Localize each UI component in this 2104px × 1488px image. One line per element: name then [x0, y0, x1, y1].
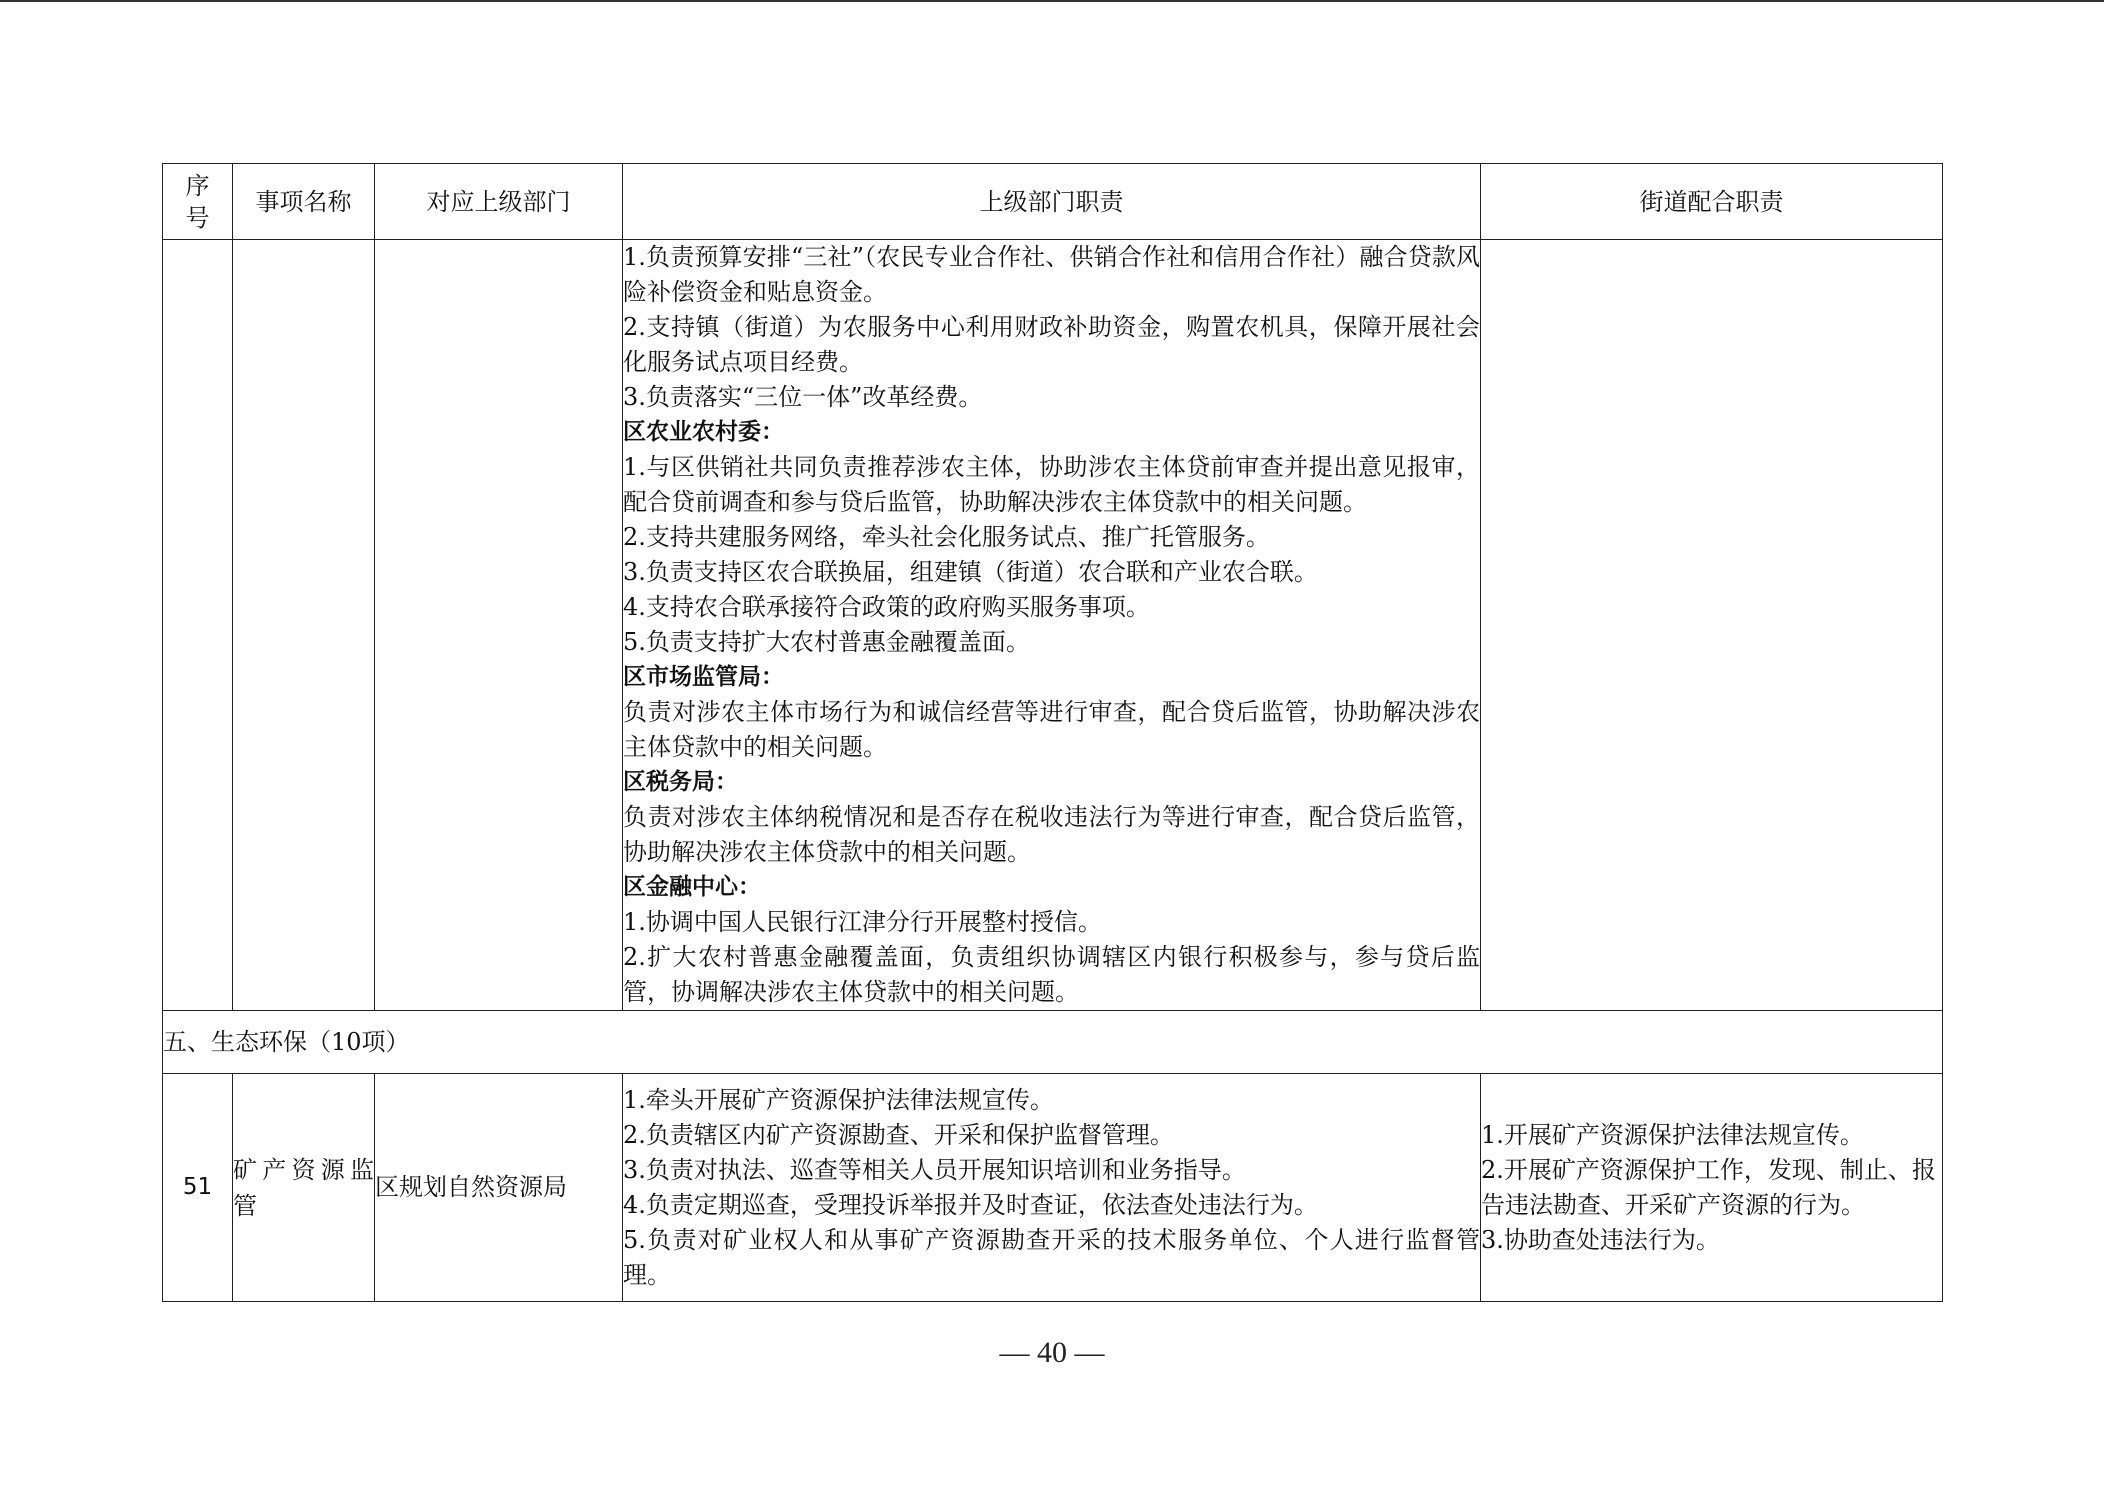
- duty-line: 负责对涉农主体市场行为和诚信经营等进行审查，配合贷后监管，协助解决涉农主体贷款中的相关问题。: [623, 698, 1480, 761]
- coop-line: 2.开展矿产资源保护工作，发现、制止、报告违法勘查、开采矿产资源的行为。: [1481, 1155, 1936, 1219]
- coop-line: 3.协助查处违法行为。: [1481, 1225, 1720, 1254]
- table-row-continued: [163, 240, 1943, 1011]
- duty-line: 4.支持农合联承接符合政策的政府购买服务事项。: [623, 593, 1150, 621]
- header-coop: 街道配合职责: [1481, 164, 1943, 240]
- row-duty-cell: [623, 1074, 1481, 1302]
- duty-line: 1.牵头开展矿产资源保护法律法规宣传。: [623, 1085, 1054, 1114]
- responsibility-table: [162, 163, 1943, 1302]
- department-heading: 区金融中心：: [623, 874, 761, 900]
- section-row: [163, 1011, 1943, 1074]
- duty-line: 5.负责对矿业权人和从事矿产资源勘查开采的技术服务单位、个人进行监督管理。: [623, 1225, 1480, 1289]
- continued-name-cell: [233, 240, 375, 1011]
- row-coop-cell: [1481, 1074, 1943, 1302]
- section-title: 五、生态环保（10项）: [163, 1011, 1943, 1074]
- duty-line: 3.负责对执法、巡查等相关人员开展知识培训和业务指导。: [623, 1155, 1246, 1184]
- department-heading: 区市场监管局：: [623, 664, 784, 690]
- duty-line: 1.与区供销社共同负责推荐涉农主体，协助涉农主体贷前审查并提出意见报审，配合贷前调查和参与贷后监管，协助解决涉农主体贷款中的相关问题。: [623, 453, 1480, 516]
- header-name: 事项名称: [233, 164, 375, 240]
- header-seq: 序号: [163, 164, 233, 240]
- duty-line: 1.协调中国人民银行江津分行开展整村授信。: [623, 908, 1102, 936]
- duty-line: 1.负责预算安排“三社”（农民专业合作社、供销合作社和信用合作社）融合贷款风险补偿资金和贴息资金。: [623, 243, 1480, 306]
- department-heading: 区农业农村委：: [623, 419, 784, 445]
- table-row-51: [163, 1074, 1943, 1302]
- top-border-line: [0, 0, 2104, 2]
- duty-line: 2.扩大农村普惠金融覆盖面，负责组织协调辖区内银行积极参与，参与贷后监管，协调解决涉农主体贷款中的相关问题。: [623, 943, 1480, 1006]
- continued-seq-cell: [163, 240, 233, 1011]
- row-dept: 区规划自然资源局: [375, 1074, 623, 1302]
- duty-line: 2.负责辖区内矿产资源勘查、开采和保护监督管理。: [623, 1120, 1174, 1149]
- continued-dept-cell: [375, 240, 623, 1011]
- duty-line: 2.支持镇（街道）为农服务中心利用财政补助资金，购置农机具，保障开展社会化服务试点项目经费。: [623, 313, 1480, 376]
- header-duty: 上级部门职责: [623, 164, 1481, 240]
- table-header-row: [163, 164, 1943, 240]
- department-heading: 区税务局：: [623, 769, 738, 795]
- duty-line: 4.负责定期巡查，受理投诉举报并及时查证，依法查处违法行为。: [623, 1190, 1318, 1219]
- row-seq: 51: [163, 1074, 233, 1302]
- continued-coop-cell: [1481, 240, 1943, 1011]
- duty-line: 3.负责支持区农合联换届，组建镇（街道）农合联和产业农合联。: [623, 558, 1318, 586]
- continued-duty-cell: [623, 240, 1481, 1011]
- duty-line: 5.负责支持扩大农村普惠金融覆盖面。: [623, 628, 1030, 656]
- header-dept: 对应上级部门: [375, 164, 623, 240]
- page-number: — 40 —: [999, 1336, 1105, 1369]
- row-item-name: 矿产资源监管: [233, 1074, 375, 1302]
- coop-line: 1.开展矿产资源保护法律法规宣传。: [1481, 1120, 1864, 1149]
- duty-line: 3.负责落实“三位一体”改革经费。: [623, 383, 983, 411]
- duty-line: 2.支持共建服务网络，牵头社会化服务试点、推广托管服务。: [623, 523, 1270, 551]
- duty-line: 负责对涉农主体纳税情况和是否存在税收违法行为等进行审查，配合贷后监管，协助解决涉农主体贷款中的相关问题。: [623, 803, 1480, 866]
